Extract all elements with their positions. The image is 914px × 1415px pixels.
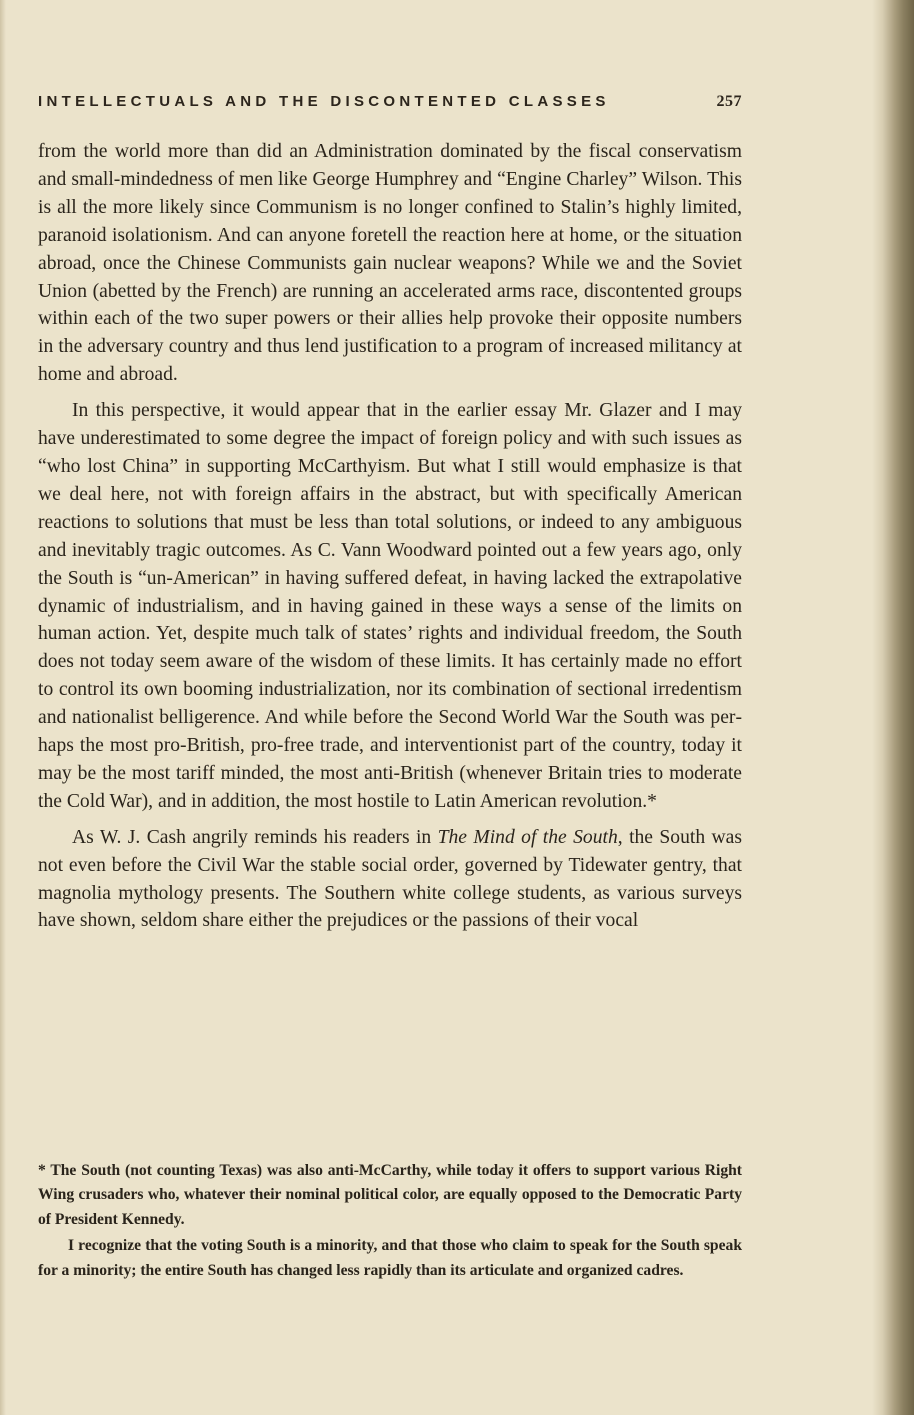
running-head <box>38 93 742 111</box>
footnote-1: * The South (not counting Texas) was also anti-McCarthy, while today it offers to support various Right Wing crusaders who, whatever their nominal political color, are equally opposed to the Democratic Party of President Kennedy. <box>38 1162 742 1228</box>
paragraph-3-lead: As W. J. Cash angrily reminds his readers in <box>72 826 438 848</box>
book-gutter-shadow <box>872 0 914 1415</box>
page-number: 257 <box>716 93 742 110</box>
body-text <box>38 138 742 935</box>
paragraph-2: In this perspective, it would appear that in the earlier essay Mr. Glazer and I may have underestimated to some degree the impact of foreign policy and with such issues as “who lost China” in supporting McCarthyism. But what I still would emphasize is that we deal here, not with foreign affairs in the abstract, but with specifically American reactions to solutions that must be less than total solutions, or indeed to any ambiguous and inevitably tragic outcomes. As C. Vann Woodward pointed out a few years ago, only the South is “un-American” in having suffered defeat, in having lacked the extrapolative dynamic of industrialism, and in having gained in these ways a sense of the limits on human action. Yet, despite much talk of states’ rights and individual freedom, the South does not today seem aware of the wisdom of these limits. It has certainly made no effort to control its own booming industrialization, nor its combination of sectional irredentism and nationalist belligerence. And while before the Second World War the South was perhaps the most pro-British, pro-free trade, and interventionist part of the country, today it may be the most tariff minded, the most anti-British (whenever Britain tries to moderate the Cold War), and in addition, the most hostile to Latin American revolution.* <box>38 400 742 812</box>
running-title: INTELLECTUALS AND THE DISCONTENTED CLASSES <box>38 93 610 110</box>
paragraph-3 <box>38 824 742 936</box>
page-left-edge <box>0 0 6 1415</box>
paragraph-1: from the world more than did an Administration dominated by the fiscal conservatism and small-mindedness of men like George Humphrey and “Engine Charley” Wilson. This is all the more likely since Communism is no longer confined to Stalin’s highly limited, paranoid isolationism. And can anyone foretell the reaction here at home, or the situation abroad, once the Chinese Communists gain nuclear weapons? While we and the Soviet Union (abetted by the French) are running an accelerated arms race, discontented groups within each of the two super powers or their allies help provoke their opposite numbers in the adversary country and thus lend justification to a program of increased militancy at home and abroad. <box>38 141 742 386</box>
footnote-2: I recognize that the voting South is a minority, and that those who claim to speak for the South speak for a minority; the entire South has changed less rapidly than its articulate and organized cadres. <box>38 1237 742 1279</box>
footnotes <box>38 1159 742 1283</box>
paragraph-3-rest: , the South was not even before the Civil War the stable social order, governed by Tidewater gentry, that magnolia mythology presents. The Southern white college students, as various surveys have shown, seldom share either the prejudices or the passions of their vocal <box>38 826 742 932</box>
book-title-italic: The Mind of the South <box>437 826 618 848</box>
